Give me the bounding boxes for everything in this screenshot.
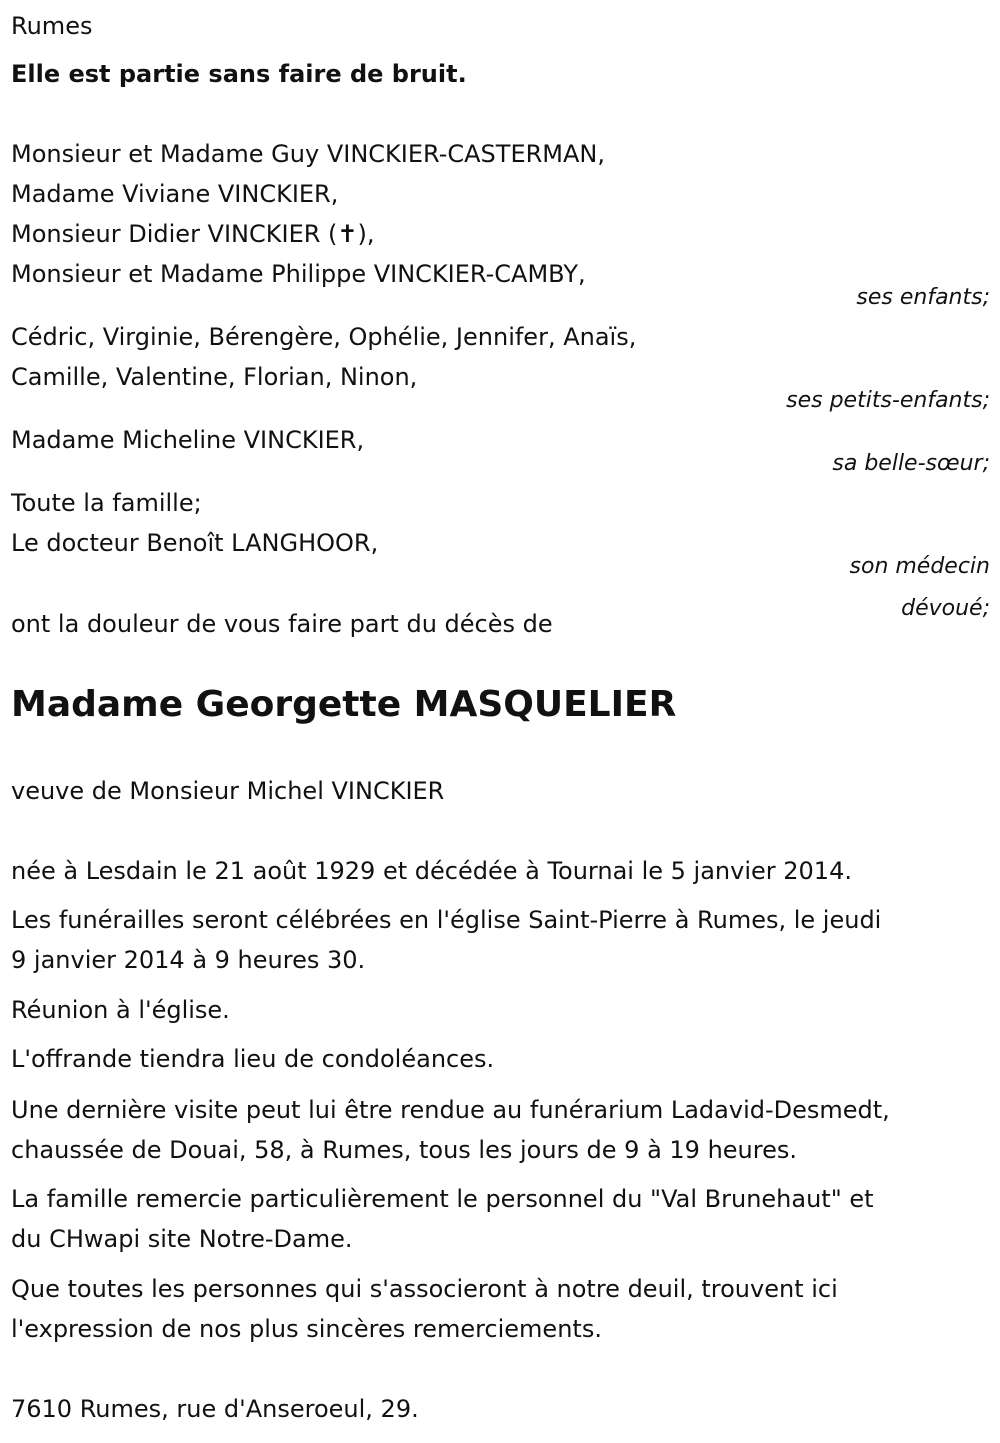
doctor-role-1: son médecin — [849, 554, 990, 579]
children-line-1: Monsieur et Madame Guy VINCKIER-CASTERMAN, — [11, 140, 605, 168]
funeral-line-2: 9 janvier 2014 à 9 heures 30. — [11, 946, 366, 974]
children-line-4: Monsieur et Madame Philippe VINCKIER-CAMBY, — [11, 260, 586, 288]
grandchildren-line-1: Cédric, Virginie, Bérengère, Ophélie, Jennifer, Anaïs, — [11, 323, 637, 351]
announcement: ont la douleur de vous faire part du décès de — [11, 610, 553, 638]
thanks-staff-line-2: du CHwapi site Notre-Dame. — [11, 1225, 353, 1253]
subtitle: Elle est partie sans faire de bruit. — [11, 60, 467, 88]
offering: L'offrande tiendra lieu de condoléances. — [11, 1045, 495, 1073]
thanks-all-line-1: Que toutes les personnes qui s'associeront à notre deuil, trouvent ici — [11, 1275, 838, 1303]
address: 7610 Rumes, rue d'Anseroeul, 29. — [11, 1395, 419, 1423]
children-role: ses enfants; — [856, 285, 990, 310]
meeting: Réunion à l'église. — [11, 996, 230, 1024]
visit-line-1: Une dernière visite peut lui être rendue au funérarium Ladavid-Desmedt, — [11, 1096, 890, 1124]
doctor-role-2: dévoué; — [901, 596, 990, 621]
children-line-2: Madame Viviane VINCKIER, — [11, 180, 339, 208]
birth-death: née à Lesdain le 21 août 1929 et décédée à Tournai le 5 janvier 2014. — [11, 857, 852, 885]
sister-in-law: Madame Micheline VINCKIER, — [11, 426, 365, 454]
children-line-3: Monsieur Didier VINCKIER (✝), — [11, 220, 375, 248]
sister-in-law-role: sa belle-sœur; — [832, 451, 990, 476]
deceased-name: Madame Georgette MASQUELIER — [11, 684, 677, 725]
family-line: Toute la famille; — [11, 489, 202, 517]
thanks-staff-line-1: La famille remercie particulièrement le personnel du "Val Brunehaut" et — [11, 1185, 874, 1213]
thanks-all-line-2: l'expression de nos plus sincères remerciements. — [11, 1315, 602, 1343]
grandchildren-line-2: Camille, Valentine, Florian, Ninon, — [11, 363, 418, 391]
place-heading: Rumes — [11, 12, 93, 40]
widow-of: veuve de Monsieur Michel VINCKIER — [11, 777, 445, 805]
visit-line-2: chaussée de Douai, 58, à Rumes, tous les jours de 9 à 19 heures. — [11, 1136, 797, 1164]
grandchildren-role: ses petits-enfants; — [786, 388, 990, 413]
doctor-line: Le docteur Benoît LANGHOOR, — [11, 529, 379, 557]
funeral-line-1: Les funérailles seront célébrées en l'église Saint-Pierre à Rumes, le jeudi — [11, 906, 882, 934]
